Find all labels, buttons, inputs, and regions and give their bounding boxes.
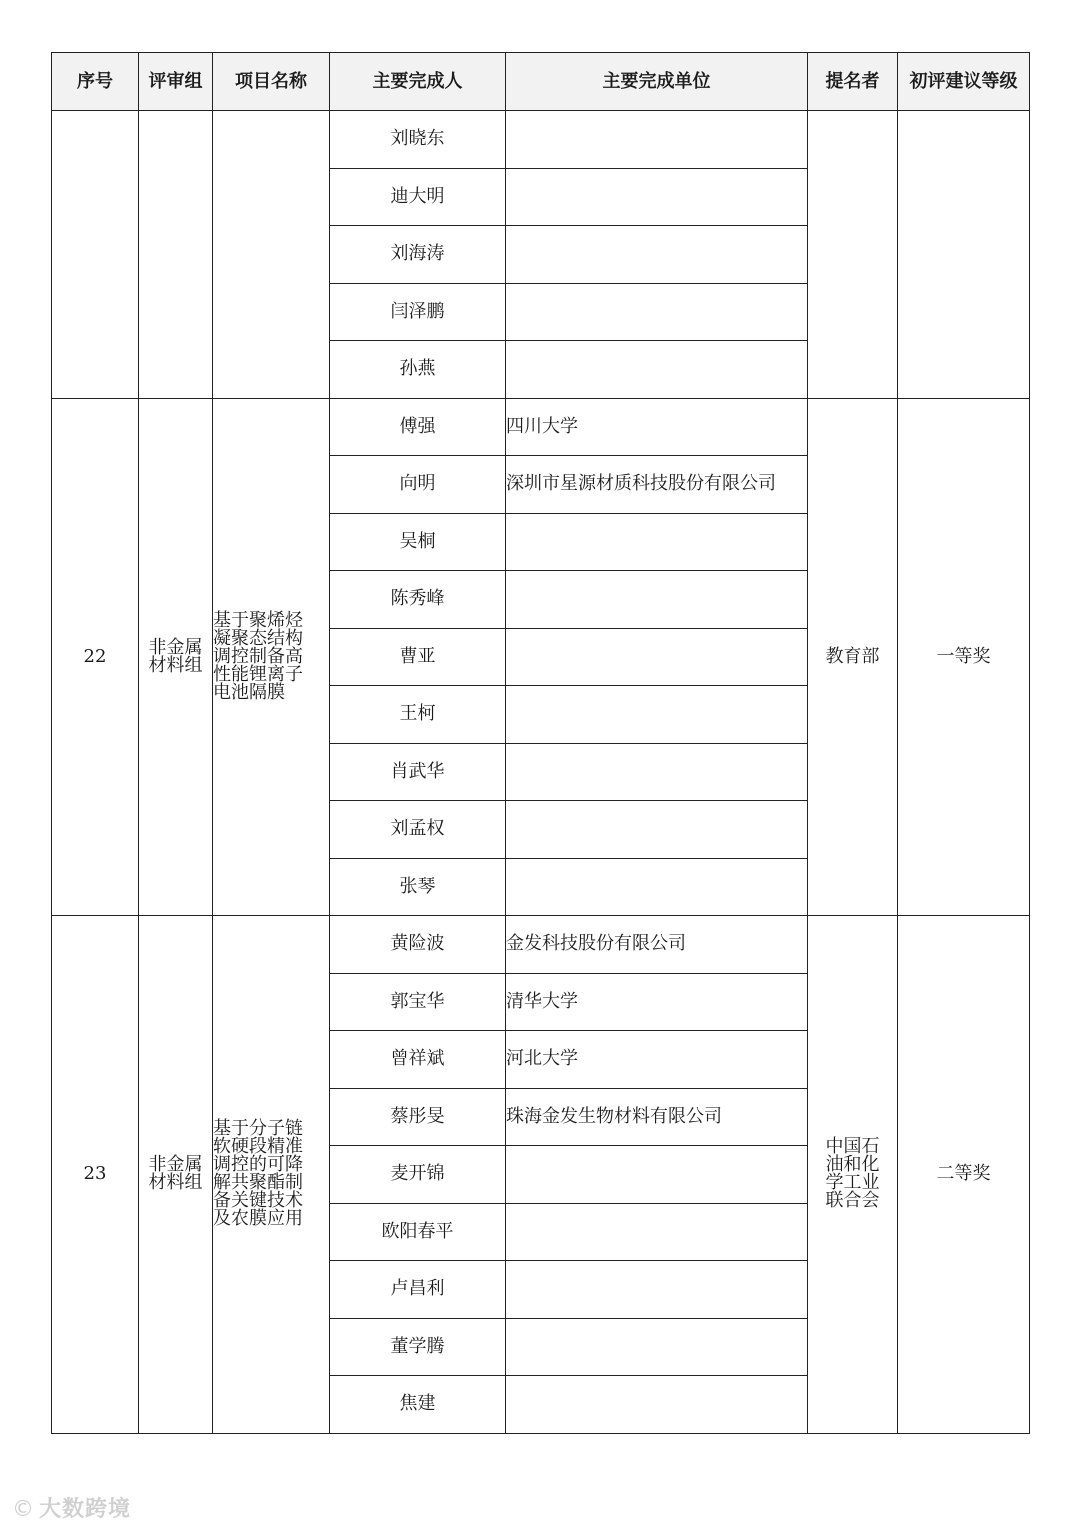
- nominator-cell-line: 油和化: [825, 1154, 880, 1176]
- person-cell: 傅强: [330, 398, 506, 456]
- nominator-cell: [808, 111, 898, 399]
- group-cell-line: 非金属: [148, 636, 203, 658]
- person-cell: 刘孟权: [330, 801, 506, 859]
- unit-cell: 珠海金发生物材料有限公司: [506, 1088, 808, 1146]
- person-cell: 麦开锦: [330, 1146, 506, 1204]
- person-cell: 黄险波: [330, 916, 506, 974]
- unit-cell: 金发科技股份有限公司: [506, 916, 808, 974]
- nominator-cell-line: 联合会: [825, 1190, 880, 1212]
- person-cell: 曾祥斌: [330, 1031, 506, 1089]
- table-row: [52, 111, 1030, 169]
- project-cell-line: 凝聚态结构: [213, 627, 303, 649]
- unit-cell: [506, 226, 808, 284]
- unit-cell: 四川大学: [506, 398, 808, 456]
- person-cell: 卢昌利: [330, 1261, 506, 1319]
- unit-cell: [506, 1376, 808, 1434]
- watermark-text: 大数跨境: [39, 1497, 132, 1522]
- project-cell-line: 基于分子链: [213, 1118, 303, 1140]
- unit-cell: [506, 628, 808, 686]
- logo-icon: ©: [12, 1497, 35, 1522]
- header-row: [52, 53, 1030, 111]
- header-nominator: 提名者: [808, 53, 898, 111]
- project-cell-line: 基于聚烯烃: [213, 609, 303, 631]
- table-row: [52, 916, 1030, 974]
- group-cell: [139, 398, 213, 916]
- person-cell: 郭宝华: [330, 973, 506, 1031]
- project-cell-line: 调控制备高: [213, 645, 303, 667]
- nominator-cell-line: 中国石: [825, 1136, 880, 1158]
- project-cell: [213, 398, 330, 916]
- unit-cell: [506, 686, 808, 744]
- unit-cell: [506, 858, 808, 916]
- person-cell: 欧阳春平: [330, 1203, 506, 1261]
- unit-cell: [506, 743, 808, 801]
- person-cell: 董学腾: [330, 1318, 506, 1376]
- unit-cell: [506, 111, 808, 169]
- person-cell: 蔡彤旻: [330, 1088, 506, 1146]
- grade-cell: 一等奖: [898, 398, 1030, 916]
- project-cell-line: 解共聚酯制: [213, 1172, 303, 1194]
- unit-cell: [506, 1318, 808, 1376]
- person-cell: 张琴: [330, 858, 506, 916]
- unit-cell: 清华大学: [506, 973, 808, 1031]
- person-cell: 向明: [330, 456, 506, 514]
- nominator-cell: [808, 916, 898, 1434]
- unit-cell: [506, 1146, 808, 1204]
- header-unit: 主要完成单位: [506, 53, 808, 111]
- grade-cell: 二等奖: [898, 916, 1030, 1434]
- project-cell-line: 软硬段精准: [213, 1136, 303, 1158]
- unit-cell: [506, 283, 808, 341]
- group-cell-line: 材料组: [148, 1172, 203, 1194]
- project-cell-line: 及农膜应用: [213, 1208, 303, 1230]
- header-grade: 初评建议等级: [898, 53, 1030, 111]
- unit-cell: [506, 571, 808, 629]
- nominator-cell-line: 学工业: [825, 1172, 880, 1194]
- group-cell: [139, 916, 213, 1434]
- unit-cell: [506, 513, 808, 571]
- watermark: [12, 1492, 131, 1523]
- person-cell: 王柯: [330, 686, 506, 744]
- header-seq: 序号: [52, 53, 139, 111]
- person-cell: 吴桐: [330, 513, 506, 571]
- group-cell-line: 材料组: [148, 654, 203, 676]
- person-cell: 焦建: [330, 1376, 506, 1434]
- header-group: 评审组: [139, 53, 213, 111]
- project-cell: [213, 916, 330, 1434]
- person-cell: 闫泽鹏: [330, 283, 506, 341]
- header-project: 项目名称: [213, 53, 330, 111]
- person-cell: 刘海涛: [330, 226, 506, 284]
- seq-cell: 22: [52, 398, 139, 916]
- unit-cell: [506, 1261, 808, 1319]
- unit-cell: [506, 341, 808, 399]
- person-cell: 迪大明: [330, 168, 506, 226]
- person-cell: 肖武华: [330, 743, 506, 801]
- person-cell: 孙燕: [330, 341, 506, 399]
- unit-cell: [506, 801, 808, 859]
- unit-cell: [506, 1203, 808, 1261]
- unit-cell: 深圳市星源材质科技股份有限公司: [506, 456, 808, 514]
- seq-cell: 23: [52, 916, 139, 1434]
- person-cell: 曹亚: [330, 628, 506, 686]
- awards-table: [51, 52, 1030, 1434]
- nominator-cell: [808, 398, 898, 916]
- table-row: [52, 398, 1030, 456]
- person-cell: 刘晓东: [330, 111, 506, 169]
- unit-cell: 河北大学: [506, 1031, 808, 1089]
- group-cell-line: 非金属: [148, 1154, 203, 1176]
- project-cell-line: 性能锂离子: [213, 663, 303, 685]
- project-cell-line: 备关键技术: [213, 1190, 303, 1212]
- person-cell: 陈秀峰: [330, 571, 506, 629]
- grade-cell: [898, 111, 1030, 399]
- project-cell-line: 调控的可降: [213, 1154, 303, 1176]
- project-cell: [213, 111, 330, 399]
- project-cell-line: 电池隔膜: [213, 681, 285, 703]
- header-person: 主要完成人: [330, 53, 506, 111]
- unit-cell: [506, 168, 808, 226]
- nominator-cell-line: 教育部: [825, 645, 880, 667]
- group-cell: [139, 111, 213, 399]
- seq-cell: [52, 111, 139, 399]
